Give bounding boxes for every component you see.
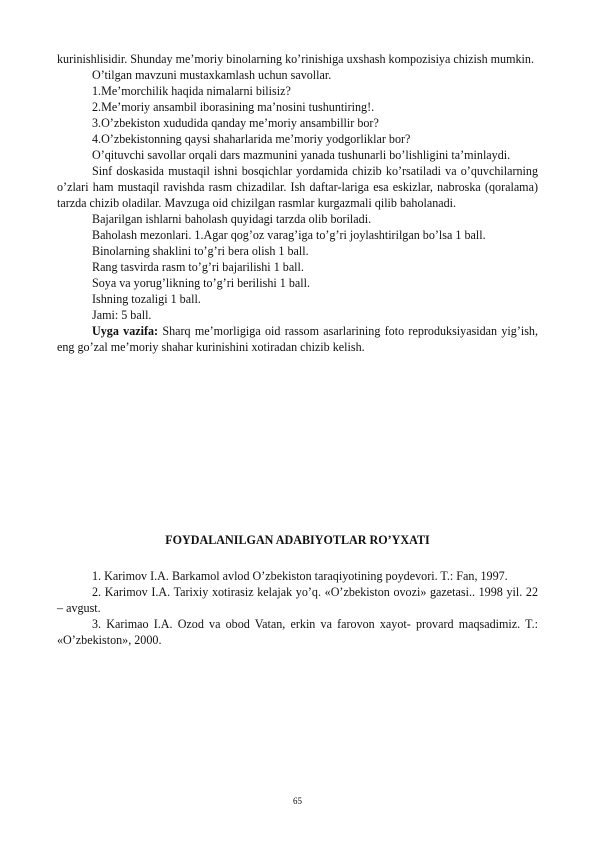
- criterion-2: Binolarning shaklini to’g’ri bera olish 1 ball.: [92, 244, 309, 258]
- document-page: [57, 51, 538, 648]
- question-3: 3.O’zbekiston xududida qanday me’moriy ansambillir bor?: [92, 116, 379, 130]
- grading-intro: Bajarilgan ishlarni baholash quyidagi tarzda olib boriladi.: [92, 212, 372, 226]
- reference-item: 2. Karimov I.A. Tarixiy xotirasiz kelajak yo’q. «O’zbekiston ovozi» gazetasi.. 1998 yil. 22 – avgust.: [57, 585, 538, 615]
- homework-paragraph: [57, 323, 538, 355]
- grading-criteria: Baholash mezonlari. 1.Agar qog’oz varag’iga to’g’ri joylashtirilgan bo’lsa 1 ball.: [92, 228, 486, 242]
- paragraph-class: Sinf doskasida mustaqil ishni bosqichlar yordamida chizib ko’rsatiladi va o’quvchilarning o’zlari ham mustaqil ravishda rasm chizadilar. Ish daftar-lariga esa eskizlar, nabroska (qoralama) tarzda chizib oladilar. Mavzuga oid chizilgan rasmlar kurgazmali qilib baholanadi.: [57, 164, 538, 210]
- questions-intro: O’tilgan mavzuni mustaxkamlash uchun savollar.: [92, 68, 332, 82]
- criterion-4: Soya va yorug’likning to’g’ri berilishi 1 ball.: [92, 276, 310, 290]
- blank-space: [57, 355, 538, 532]
- criterion-5: Ishning tozaligi 1 ball.: [92, 292, 201, 306]
- page-number: 65: [293, 796, 302, 806]
- paragraph-intro: kurinishlisidir. Shunday me’moriy binolarning ko’rinishiga uxshash kompozisiya chizish mumkin.: [57, 52, 534, 66]
- reference-item: 1. Karimov I.A. Barkamol avlod O’zbekiston taraqiyotining poydevori. T.: Fan, 1997.: [92, 569, 508, 583]
- criterion-3: Rang tasvirda rasm to’g’ri bajarilishi 1 ball.: [92, 260, 304, 274]
- question-4: 4.O’zbekistonning qaysi shaharlarida me’moriy yodgorliklar bor?: [92, 132, 411, 146]
- homework-label: Uyga vazifa:: [92, 324, 159, 338]
- total-score: Jami: 5 ball.: [92, 308, 152, 322]
- paragraph-teacher: O’qituvchi savollar orqali dars mazmunini yanada tushunarli bo’lishligini ta’minlaydi.: [92, 148, 511, 162]
- question-1: 1.Me’morchilik haqida nimalarni bilisiz?: [92, 84, 291, 98]
- reference-item: 3. Karimao I.A. Ozod va obod Vatan, erkin va farovon xayot- provard maqsadimiz. T.: «O’zbekiston», 2000.: [57, 617, 538, 647]
- references-title: FOYDALANILGAN ADABIYOTLAR RO’YXATI: [165, 533, 430, 547]
- question-2: 2.Me’moriy ansambil iborasining ma’nosini tushuntiring!.: [92, 100, 375, 114]
- homework-text: Sharq me’morligiga oid rassom asarlarining foto reproduksiyasidan yig’ish, eng go’zal me’moriy shahar kurinishini xotiradan chizib kelish.: [57, 324, 538, 354]
